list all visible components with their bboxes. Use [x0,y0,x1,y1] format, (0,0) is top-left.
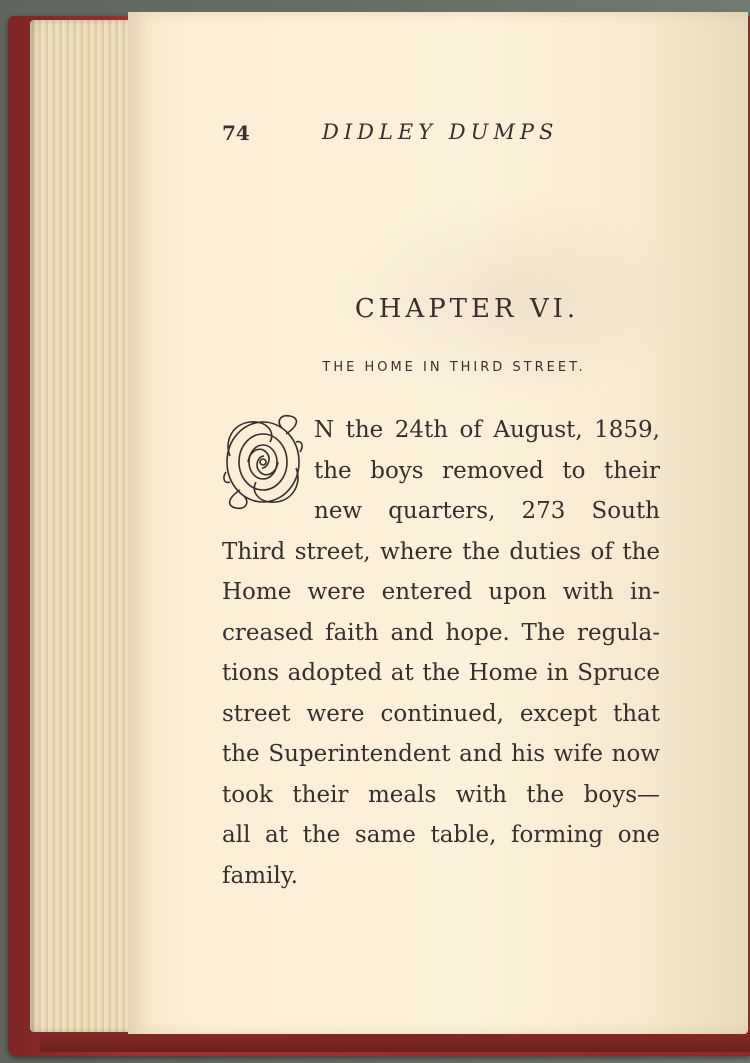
body-line: new quarters, 273 South [314,498,660,524]
body-line: N the 24th of August, 1859, [314,417,660,443]
body-line: the boys removed to their [314,457,660,484]
running-head: DIDLEY DUMPS [322,120,559,144]
body-line: street were continued, except that [222,700,660,727]
page-edges [30,20,134,1032]
page-number: 74 [222,121,250,145]
chapter-subtitle: THE HOME IN THIRD STREET. [322,360,586,375]
body-line: Home were entered upon with in- [222,579,660,605]
page-header [222,120,562,150]
body-line: the Superintendent and his wife now [222,741,660,767]
body-line: creased faith and hope. The regula- [222,619,660,646]
body-line: took their meals with the boys— [222,781,660,808]
book-page [128,12,748,1034]
body-line: family. [222,862,298,889]
chapter-body [222,410,660,896]
chapter-title: CHAPTER VI. [354,294,580,324]
body-line: Third street, where the duties of the [222,538,660,565]
body-line: all at the same table, forming one [222,822,660,848]
drop-cap-o-icon [220,412,306,510]
body-line: tions adopted at the Home in Spruce [222,660,660,686]
